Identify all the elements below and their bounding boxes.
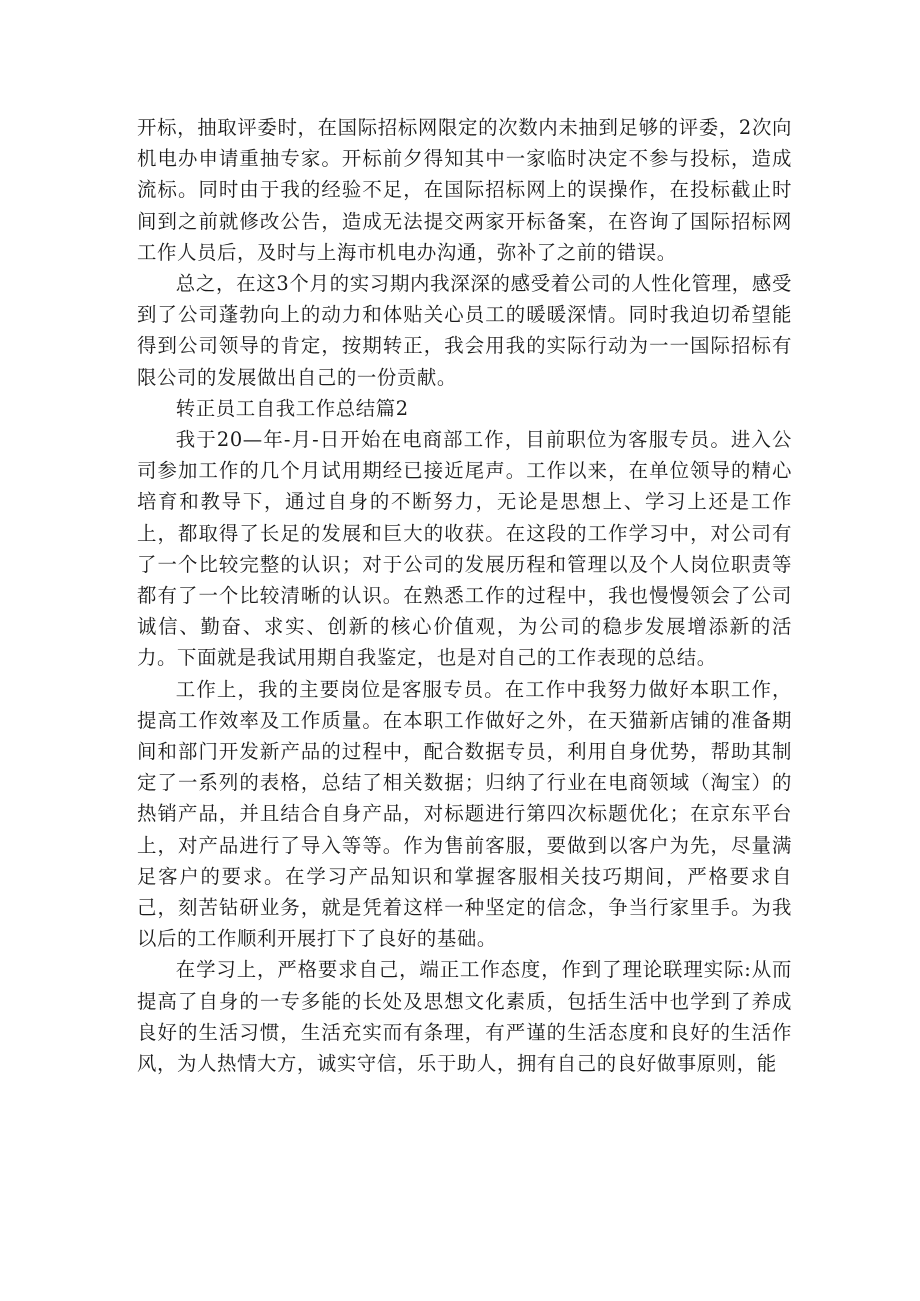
- paragraph-bidding-issues: 开标，抽取评委时，在国际招标网限定的次数内未抽到足够的评委，2次向机电办申请重抽专家。开标前夕得知其中一家临时决定不参与投标，造成流标。同时由于我的经验不足，在国际招标网上的误操作，在投标截止时间到之前就修改公告，造成无法提交两家开标备案，在咨询了国际招标网工作人员后，及时与上海市机电办沟通，弥补了之前的错误。: [137, 116, 792, 264]
- section-heading: 转正员工自我工作总结篇2: [175, 396, 409, 420]
- paragraph-work: 工作上，我的主要岗位是客服专员。在工作中我努力做好本职工作，提高工作效率及工作质量。在本职工作做好之外，在天猫新店铺的准备期间和部门开发新产品的过程中，配合数据专员，利用自身优势，帮助其制定了一系列的表格，总结了相关数据；归纳了行业在电商领域（淘宝）的热销产品，并且结合自身产品，对标题进行第四次标题优化；在京东平台上，对产品进行了导入等等。作为售前客服，要做到以客户为先，尽量满足客户的要求。在学习产品知识和掌握客服相关技巧期间，严格要求自己，刻苦钻研业务，就是凭着这样一种坚定的信念，争当行家里手。为我以后的工作顺利开展打下了良好的基础。: [137, 677, 792, 951]
- paragraph-study: 在学习上，严格要求自己，端正工作态度，作到了理论联理实际:从而提高了自身的一专多能的长处及思想文化素质，包括生活中也学到了养成良好的生活习惯，生活充实而有条理，有严谨的生活态度和良好的生活作风，为人热情大方，诚实守信，乐于助人，拥有自己的良好做事原则，能: [137, 958, 792, 1076]
- document-body: [137, 112, 792, 1079]
- paragraph-internship-summary: 总之，在这3个月的实习期内我深深的感受着公司的人性化管理，感受到了公司蓬勃向上的动力和体贴关心员工的暖暖深情。同时我迫切希望能得到公司领导的肯定，按期转正，我会用我的实际行动为一一国际招标有限公司的发展做出自己的一份贡献。: [137, 272, 792, 389]
- paragraph-introduction: 我于20—年-月-日开始在电商部工作，目前职位为客服专员。进入公司参加工作的几个月试用期经已接近尾声。工作以来，在单位领导的精心培育和教导下，通过自身的不断努力，无论是思想上、学习上还是工作上，都取得了长足的发展和巨大的收获。在这段的工作学习中，对公司有了一个比较完整的认识；对于公司的发展历程和管理以及个人岗位职责等都有了一个比较清晰的认识。在熟悉工作的过程中，我也慢慢领会了公司诚信、勤奋、求实、创新的核心价值观，为公司的稳步发展增添新的活力。下面就是我试用期自我鉴定，也是对自己的工作表现的总结。: [137, 428, 792, 670]
